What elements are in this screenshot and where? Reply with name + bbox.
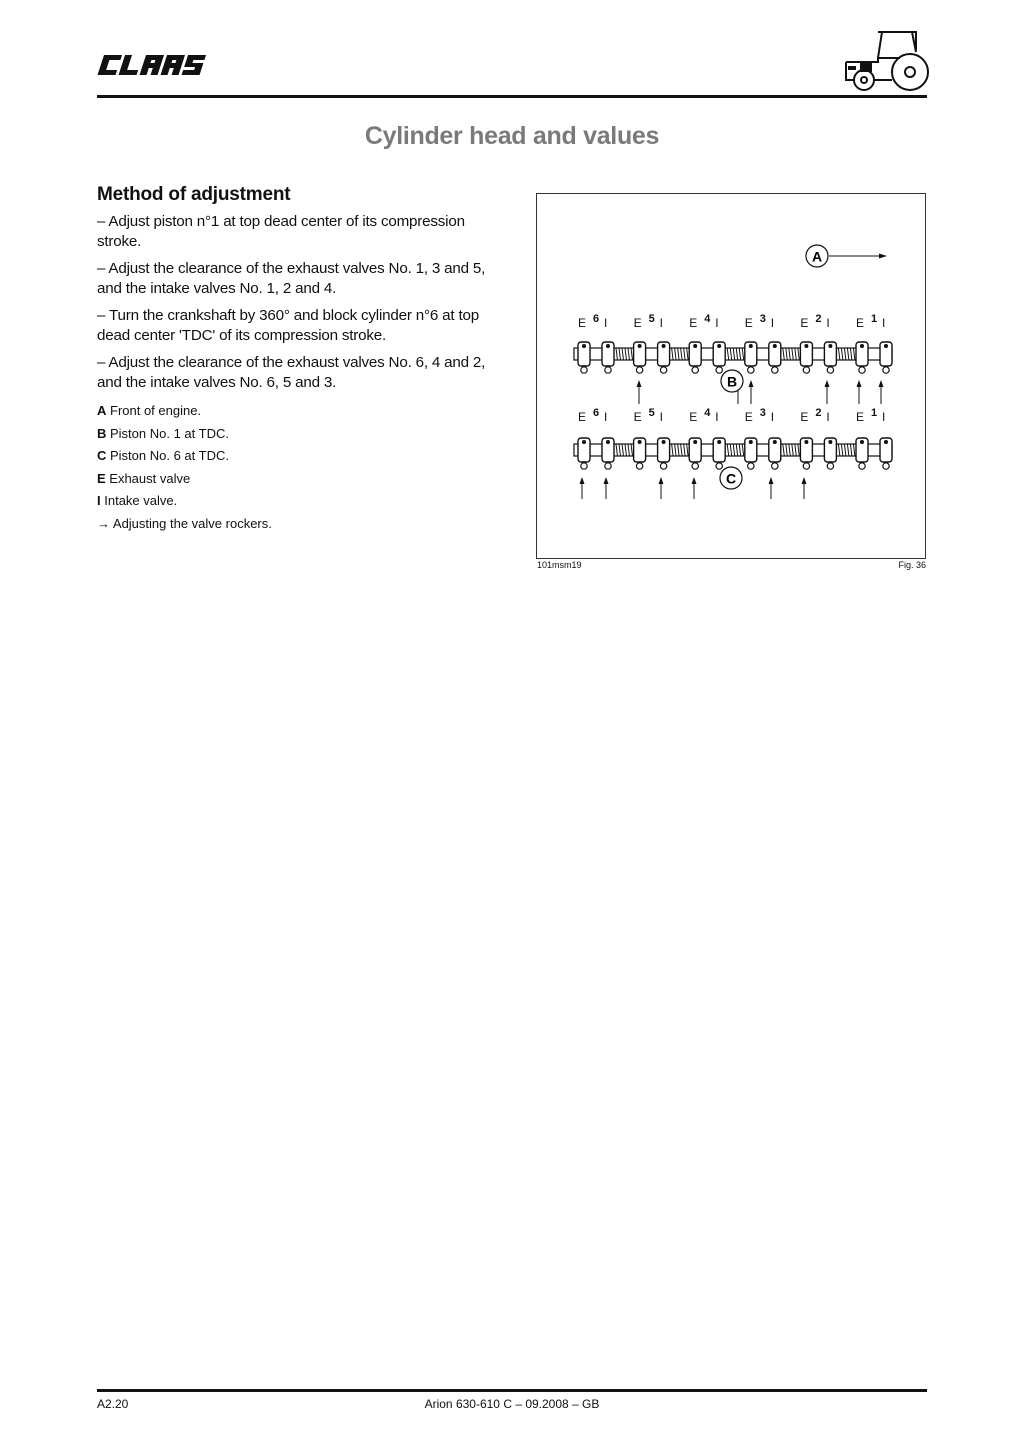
legend-item (97, 423, 497, 446)
adjust-arrow-head (857, 380, 862, 387)
adjust-arrow-head (749, 380, 754, 387)
legend-key: A (97, 403, 107, 418)
exhaust-label: E (800, 410, 809, 424)
adjust-arrow-head (825, 380, 830, 387)
legend-item (97, 445, 497, 468)
cylinder-number: 6 (593, 313, 600, 325)
rocker-pivot (638, 440, 642, 444)
intake-label: I (715, 410, 719, 424)
cylinder-number: 2 (815, 407, 822, 419)
intake-label: I (659, 316, 663, 330)
rocker-pivot (860, 344, 864, 348)
rocker-pivot (828, 440, 832, 444)
legend-key: B (97, 425, 107, 441)
adjusting-screw (748, 463, 754, 469)
valve-figure (536, 193, 926, 559)
legend-text: Adjusting the valve rockers. (110, 515, 272, 531)
adjusting-screw (660, 367, 666, 373)
front-arrow-head (879, 254, 887, 259)
adjusting-screw (716, 463, 722, 469)
intake-label: I (826, 410, 830, 424)
section-heading: Method of adjustment (97, 184, 291, 205)
adjust-arrow-head (637, 380, 642, 387)
legend-text: Piston No. 1 at TDC. (106, 425, 229, 441)
rocker-pivot (582, 344, 586, 348)
legend-text: Exhaust valve (105, 470, 191, 486)
rocker-pivot (804, 344, 808, 348)
label-a: A (811, 248, 823, 265)
intake-label: I (826, 316, 830, 330)
cylinder-number: 5 (648, 407, 655, 419)
adjusting-screw (772, 463, 778, 469)
cylinder-number: 4 (704, 313, 711, 325)
document-info: Arion 630-610 C – 09.2008 – GB (424, 1397, 600, 1411)
header-rule (97, 95, 927, 98)
legend-text: Intake valve. (100, 493, 178, 508)
rocker-pivot (804, 440, 808, 444)
label-b: B (726, 373, 738, 390)
adjusting-screw (803, 367, 809, 373)
cylinder-number: 1 (871, 407, 878, 419)
adjusting-screw (748, 367, 754, 373)
legend-key: E (97, 470, 106, 486)
adjusting-screw (605, 367, 611, 373)
page-number: A2.20 (97, 1397, 129, 1411)
exhaust-label: E (578, 316, 587, 330)
legend-text: Piston No. 6 at TDC. (106, 448, 229, 463)
cylinder-number: 4 (704, 407, 711, 419)
step-4: – Adjust the clearance of the exhaust valves No. 6, 4 and 2, and the intake valves No. 6, 5 and 3. (97, 354, 486, 391)
adjusting-screw (772, 367, 778, 373)
page-title: Cylinder head and values (364, 122, 660, 150)
adjust-arrow-head (802, 477, 807, 484)
exhaust-label: E (856, 316, 865, 330)
figure-number: Fig. 36 (898, 560, 926, 570)
legend-text: Front of engine. (106, 403, 202, 418)
adjusting-screw (636, 367, 642, 373)
adjust-arrow-head (692, 477, 697, 484)
exhaust-label: E (744, 410, 753, 424)
exhaust-label: E (633, 410, 642, 424)
intake-label: I (604, 316, 608, 330)
adjusting-screw (581, 463, 587, 469)
adjusting-screw (803, 463, 809, 469)
adjusting-screw (827, 367, 833, 373)
intake-label: I (604, 410, 608, 424)
adjusting-screw (859, 463, 865, 469)
cylinder-number: 2 (815, 313, 822, 325)
adjusting-screw (716, 367, 722, 373)
label-c: C (725, 470, 737, 487)
exhaust-label: E (744, 316, 753, 330)
adjusting-screw (883, 367, 889, 373)
intake-label: I (770, 316, 775, 330)
step-3: – Turn the crankshaft by 360° and block cylinder n°6 at top dead center 'TDC' of its compression stroke. (97, 307, 479, 344)
rocker-pivot (884, 440, 888, 444)
intake-label: I (770, 410, 775, 424)
cylinder-number: 3 (759, 407, 766, 419)
adjust-arrow-head (769, 477, 774, 484)
tractor-icon (838, 28, 930, 94)
legend (97, 400, 497, 535)
rocker-pivot (638, 344, 642, 348)
intake-label: I (882, 316, 886, 330)
rocker-pivot (884, 344, 888, 348)
adjusting-screw (636, 463, 642, 469)
step-1: – Adjust piston n°1 at top dead center of its compression stroke. (97, 213, 465, 250)
adjusting-screw (605, 463, 611, 469)
adjusting-screw (883, 463, 889, 469)
cylinder-number: 5 (648, 313, 655, 325)
adjusting-screw (660, 463, 666, 469)
rocker-pivot (773, 344, 777, 348)
claas-logo (97, 52, 215, 78)
cylinder-number: 3 (759, 313, 766, 325)
adjusting-screw (827, 463, 833, 469)
adjust-arrow-head (659, 477, 664, 484)
step-2: – Adjust the clearance of the exhaust valves No. 1, 3 and 5, and the intake valves No. 1, 2 and 4. (97, 260, 486, 297)
exhaust-label: E (689, 316, 698, 330)
intake-label: I (882, 410, 886, 424)
rocker-pivot (693, 344, 697, 348)
adjusting-screw (581, 367, 587, 373)
rocker-pivot (582, 440, 586, 444)
cylinder-number: 1 (871, 313, 878, 325)
intake-label: I (659, 410, 663, 424)
adjusting-screw (859, 367, 865, 373)
rocker-pivot (773, 440, 777, 444)
legend-item (97, 400, 497, 423)
exhaust-label: E (633, 316, 642, 330)
rocker-pivot (693, 440, 697, 444)
legend-item (97, 513, 497, 536)
adjust-arrow-head (879, 380, 884, 387)
rocker-pivot (606, 344, 610, 348)
figure-id: 101msm19 (537, 560, 582, 570)
exhaust-label: E (856, 410, 865, 424)
rocker-pivot (749, 440, 753, 444)
rocker-pivot (662, 440, 666, 444)
legend-key: I (97, 493, 101, 508)
adjusting-screw (692, 367, 698, 373)
legend-item (97, 490, 497, 513)
rocker-pivot (828, 344, 832, 348)
exhaust-label: E (689, 410, 698, 424)
legend-key: C (97, 448, 107, 463)
rocker-pivot (749, 344, 753, 348)
adjusting-screw (692, 463, 698, 469)
exhaust-label: E (800, 316, 809, 330)
intake-label: I (715, 316, 719, 330)
legend-key: → (97, 515, 110, 531)
rocker-pivot (606, 440, 610, 444)
footer-rule (97, 1389, 927, 1392)
rocker-pivot (860, 440, 864, 444)
rocker-pivot (662, 344, 666, 348)
adjust-arrow-head (604, 477, 609, 484)
legend-item (97, 468, 497, 491)
rocker-pivot (717, 440, 721, 444)
cylinder-number: 6 (593, 407, 600, 419)
rocker-pivot (717, 344, 721, 348)
rocker-shaft-diagram (537, 194, 925, 558)
adjust-arrow-head (580, 477, 585, 484)
exhaust-label: E (578, 410, 587, 424)
instructions-column (97, 184, 497, 535)
